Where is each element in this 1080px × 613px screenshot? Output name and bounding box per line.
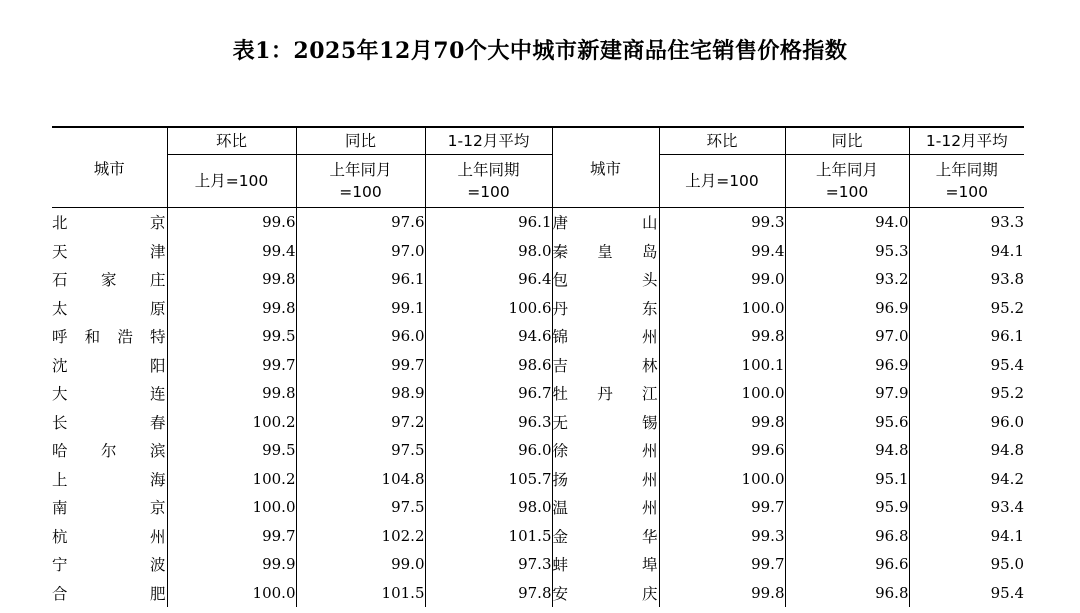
left-mom-value: 99.4 [167, 237, 296, 266]
left-avg-value: 100.6 [425, 294, 552, 323]
avg-column-header-right: 1-12月平均 [909, 127, 1024, 155]
right-mom-value: 99.0 [659, 265, 785, 294]
left-yoy-value: 101.5 [296, 579, 425, 608]
table-row [52, 493, 1024, 522]
left-avg-value: 97.8 [425, 579, 552, 608]
right-yoy-value: 94.0 [785, 208, 909, 237]
right-mom-value: 99.3 [659, 522, 785, 551]
left-mom-value: 99.5 [167, 436, 296, 465]
left-city-name: 上海 [52, 465, 167, 494]
left-avg-value: 98.0 [425, 237, 552, 266]
left-city-name: 北京 [52, 208, 167, 237]
right-avg-value: 95.4 [990, 355, 1024, 374]
right-avg-value: 94.2 [990, 469, 1024, 488]
left-city-name: 宁波 [52, 550, 167, 579]
left-city-name: 沈阳 [52, 351, 167, 380]
right-yoy-value: 96.8 [785, 579, 909, 608]
left-avg-value: 96.0 [425, 436, 552, 465]
avg-base-label: 上年同期 =100 [425, 155, 552, 208]
left-city-name: 大连 [52, 379, 167, 408]
table-row [52, 208, 1024, 237]
left-yoy-value: 97.0 [296, 237, 425, 266]
right-yoy-value: 95.3 [785, 237, 909, 266]
left-yoy-value: 97.5 [296, 436, 425, 465]
right-mom-value: 99.7 [659, 493, 785, 522]
left-city-name: 长春 [52, 408, 167, 437]
mom-column-header-right: 环比 [659, 127, 785, 155]
right-avg-value: 94.1 [990, 241, 1024, 260]
right-yoy-value: 97.0 [785, 322, 909, 351]
right-mom-value: 99.8 [659, 408, 785, 437]
table-row [52, 522, 1024, 551]
left-city-name: 哈尔滨 [52, 436, 167, 465]
right-avg-value: 94.8 [990, 441, 1024, 460]
right-city-name: 蚌埠 [552, 550, 659, 579]
right-city-name: 安庆 [552, 579, 659, 608]
right-avg-value: 95.0 [990, 555, 1024, 574]
yoy-column-header-right: 同比 [785, 127, 909, 155]
left-yoy-value: 97.2 [296, 408, 425, 437]
left-mom-value: 100.0 [167, 493, 296, 522]
left-yoy-value: 102.2 [296, 522, 425, 551]
yoy-base-label-right: 上年同月 =100 [785, 155, 909, 208]
table-row [52, 579, 1024, 608]
right-mom-value: 100.1 [659, 351, 785, 380]
right-city-name: 秦皇岛 [552, 237, 659, 266]
left-avg-value: 97.3 [425, 550, 552, 579]
left-yoy-value: 104.8 [296, 465, 425, 494]
table-row [52, 294, 1024, 323]
left-yoy-value: 99.7 [296, 351, 425, 380]
left-city-name: 呼和浩特 [52, 322, 167, 351]
left-avg-value: 101.5 [425, 522, 552, 551]
left-avg-value: 105.7 [425, 465, 552, 494]
right-mom-value: 99.4 [659, 237, 785, 266]
left-mom-value: 99.8 [167, 265, 296, 294]
left-yoy-value: 98.9 [296, 379, 425, 408]
left-avg-value: 94.6 [425, 322, 552, 351]
right-city-name: 温州 [552, 493, 659, 522]
left-city-name: 合肥 [52, 579, 167, 608]
left-city-name: 石家庄 [52, 265, 167, 294]
page-title: 表1：2025年12月70个大中城市新建商品住宅销售价格指数 [232, 38, 848, 64]
yoy-column-header: 同比 [296, 127, 425, 155]
table-row [52, 465, 1024, 494]
left-avg-value: 98.0 [425, 493, 552, 522]
city-column-header: 城市 [52, 127, 167, 208]
left-mom-value: 99.5 [167, 322, 296, 351]
left-mom-value: 99.6 [167, 208, 296, 237]
city-column-header-right: 城市 [552, 127, 659, 208]
header-row-1 [52, 127, 1024, 155]
right-yoy-value: 96.9 [785, 351, 909, 380]
right-mom-value: 100.0 [659, 294, 785, 323]
right-city-name: 锦州 [552, 322, 659, 351]
left-city-name: 南京 [52, 493, 167, 522]
left-yoy-value: 99.0 [296, 550, 425, 579]
right-avg-value: 95.4 [990, 583, 1024, 602]
left-mom-value: 99.8 [167, 379, 296, 408]
right-mom-value: 99.6 [659, 436, 785, 465]
right-mom-value: 99.8 [659, 579, 785, 608]
right-mom-value: 99.8 [659, 322, 785, 351]
right-city-name: 扬州 [552, 465, 659, 494]
left-avg-value: 98.6 [425, 351, 552, 380]
left-avg-value: 96.3 [425, 408, 552, 437]
left-mom-value: 99.7 [167, 351, 296, 380]
right-avg-value: 93.8 [990, 270, 1024, 289]
table-row [52, 351, 1024, 380]
right-yoy-value: 94.8 [785, 436, 909, 465]
right-avg-value: 96.1 [990, 327, 1024, 346]
table-row [52, 550, 1024, 579]
left-yoy-value: 99.1 [296, 294, 425, 323]
right-mom-value: 99.3 [659, 208, 785, 237]
right-yoy-value: 93.2 [785, 265, 909, 294]
right-city-name: 牡丹江 [552, 379, 659, 408]
right-city-name: 无锡 [552, 408, 659, 437]
avg-column-header: 1-12月平均 [425, 127, 552, 155]
table-row [52, 322, 1024, 351]
table-row [52, 408, 1024, 437]
left-avg-value: 96.1 [425, 208, 552, 237]
right-mom-value: 99.7 [659, 550, 785, 579]
mom-column-header: 环比 [167, 127, 296, 155]
table-row [52, 436, 1024, 465]
price-index-table [52, 126, 1024, 607]
right-avg-value: 95.2 [990, 384, 1024, 403]
header-row-2 [52, 155, 1024, 208]
right-yoy-value: 96.8 [785, 522, 909, 551]
right-avg-value: 96.0 [990, 412, 1024, 431]
right-avg-value: 95.2 [990, 298, 1024, 317]
left-yoy-value: 97.5 [296, 493, 425, 522]
yoy-base-label: 上年同月 =100 [296, 155, 425, 208]
left-mom-value: 99.8 [167, 294, 296, 323]
left-mom-value: 100.0 [167, 579, 296, 608]
right-city-name: 金华 [552, 522, 659, 551]
right-city-name: 吉林 [552, 351, 659, 380]
right-yoy-value: 95.1 [785, 465, 909, 494]
left-yoy-value: 97.6 [296, 208, 425, 237]
left-yoy-value: 96.1 [296, 265, 425, 294]
left-city-name: 太原 [52, 294, 167, 323]
right-city-name: 徐州 [552, 436, 659, 465]
left-yoy-value: 96.0 [296, 322, 425, 351]
right-city-name: 包头 [552, 265, 659, 294]
mom-base-label: 上月=100 [167, 155, 296, 208]
right-yoy-value: 96.9 [785, 294, 909, 323]
left-city-name: 天津 [52, 237, 167, 266]
left-avg-value: 96.4 [425, 265, 552, 294]
right-yoy-value: 96.6 [785, 550, 909, 579]
mom-base-label-right: 上月=100 [659, 155, 785, 208]
table-row [52, 379, 1024, 408]
left-mom-value: 100.2 [167, 408, 296, 437]
right-mom-value: 100.0 [659, 465, 785, 494]
right-avg-value: 93.4 [990, 498, 1024, 517]
right-city-name: 唐山 [552, 208, 659, 237]
right-city-name: 丹东 [552, 294, 659, 323]
right-avg-value: 94.1 [990, 526, 1024, 545]
right-yoy-value: 97.9 [785, 379, 909, 408]
left-mom-value: 99.9 [167, 550, 296, 579]
right-avg-value: 93.3 [990, 213, 1024, 232]
table-row [52, 237, 1024, 266]
avg-base-label-right: 上年同期 =100 [909, 155, 1024, 208]
right-yoy-value: 95.6 [785, 408, 909, 437]
left-mom-value: 99.7 [167, 522, 296, 551]
right-mom-value: 100.0 [659, 379, 785, 408]
table-row [52, 265, 1024, 294]
left-avg-value: 96.7 [425, 379, 552, 408]
right-yoy-value: 95.9 [785, 493, 909, 522]
left-city-name: 杭州 [52, 522, 167, 551]
left-mom-value: 100.2 [167, 465, 296, 494]
